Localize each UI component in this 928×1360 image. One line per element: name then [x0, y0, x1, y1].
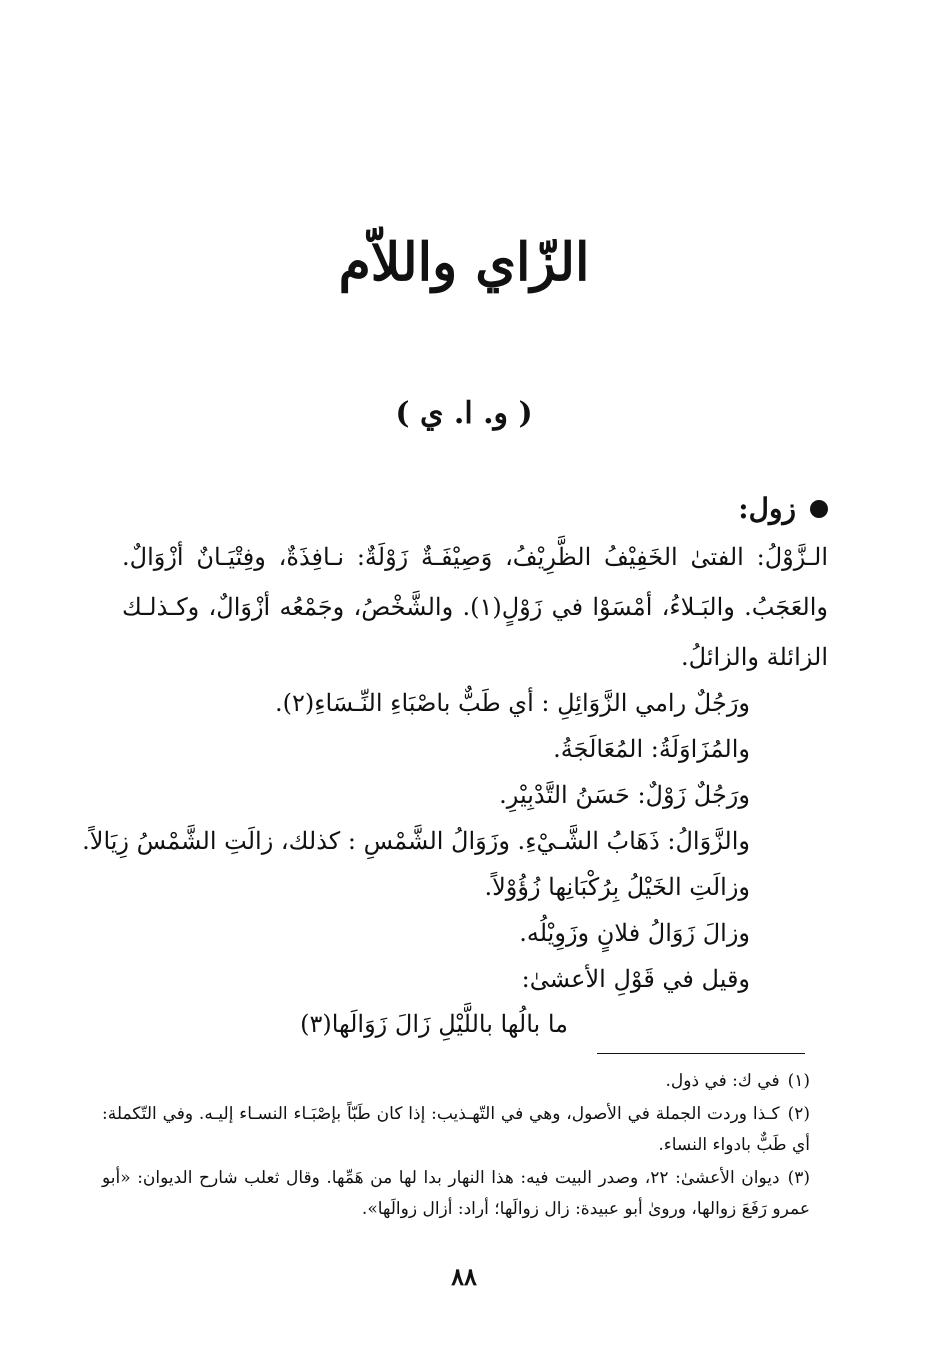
footnote-number: (٢) — [787, 1104, 810, 1124]
footnote-number: (٣) — [787, 1168, 810, 1188]
usage-line: والزَّوَالُ: ذَهَابُ الشَّـيْءِ. وزَوَالُ الشَّمْسِ : كذلك، زالَتِ الشَّمْسُ زِيَالاً. — [82, 827, 750, 855]
footnotes — [102, 1066, 810, 1227]
footnote — [102, 1163, 810, 1225]
entry-definition: الـزَّوْلُ: الفتىٰ الخَفِيْفُ الظَّرِيْفُ، وَصِيْفَـةٌ زَوْلَةٌ: نـافِذَةٌ، وفِتْيَـانٌ أزْوَالٌ. والعَجَبُ. والبَـلاءُ، أمْسَوْا في زَوْلٍ(١). والشَّخْصُ، وجَمْعُه أزْوَالٌ، وكـذلـك الزائلة والزائلُ. — [122, 543, 828, 671]
footnote — [102, 1066, 810, 1097]
footnote-text: كـذا وردت الجملة في الأصول، وهي في التّهـذيب: إذا كان طَبّاً بإصْبَـاء النسـاء إليـه. وفي التّكملة: أي طَبٌّ بادواء النساء. — [102, 1104, 810, 1155]
page-number: ٨٨ — [451, 1262, 477, 1291]
usage-line: وقيل في قَوْلِ الأعشىٰ: — [521, 965, 750, 993]
usage-list — [82, 680, 750, 1002]
entry-word: زول: — [738, 492, 796, 525]
usage-line: ورَجُلٌ زَوْلٌ: حَسَنُ التَّدْبِيْرِ. — [499, 781, 750, 809]
footnote-number: (١) — [787, 1071, 810, 1091]
root-heading: ( و. ا. ي ) — [395, 396, 533, 431]
chapter-title: الزّاي واللاّم — [338, 232, 590, 293]
usage-line: وزالَتِ الخَيْلُ بِرُكْبَانِها زُؤُوْلاً. — [484, 873, 750, 901]
footnote — [102, 1099, 810, 1161]
footnote-divider — [597, 1053, 805, 1054]
usage-line: وزالَ زَوَالُ فلانٍ وزَوِيْلُه. — [519, 919, 750, 947]
entry-header — [738, 492, 828, 525]
bullet-icon — [810, 500, 828, 518]
usage-line: والمُزَاوَلَةُ: المُعَالَجَةُ. — [553, 735, 750, 763]
footnote-text: في ك: في ذول. — [665, 1071, 780, 1091]
footnote-text: ديوان الأعشىٰ: ٢٢، وصدر البيت فيه: هذا النهار بدا لها من هَمِّها. وقال ثعلب شارح الديوان: «أبو عمرو رَفَعَ زوالها، وروىٰ أبو عبيدة: زال زوالَها؛ أراد: أزال زوالَها». — [102, 1168, 810, 1219]
usage-line: ورَجُلٌ رامي الزَّوَائِلِ : أي طَبٌّ باصْبَاءِ النِّـسَاءِ(٢). — [275, 689, 750, 717]
poetry-verse: ما بالُها باللَّيْلِ زَالَ زَوَالَها(٣) — [300, 1010, 568, 1038]
